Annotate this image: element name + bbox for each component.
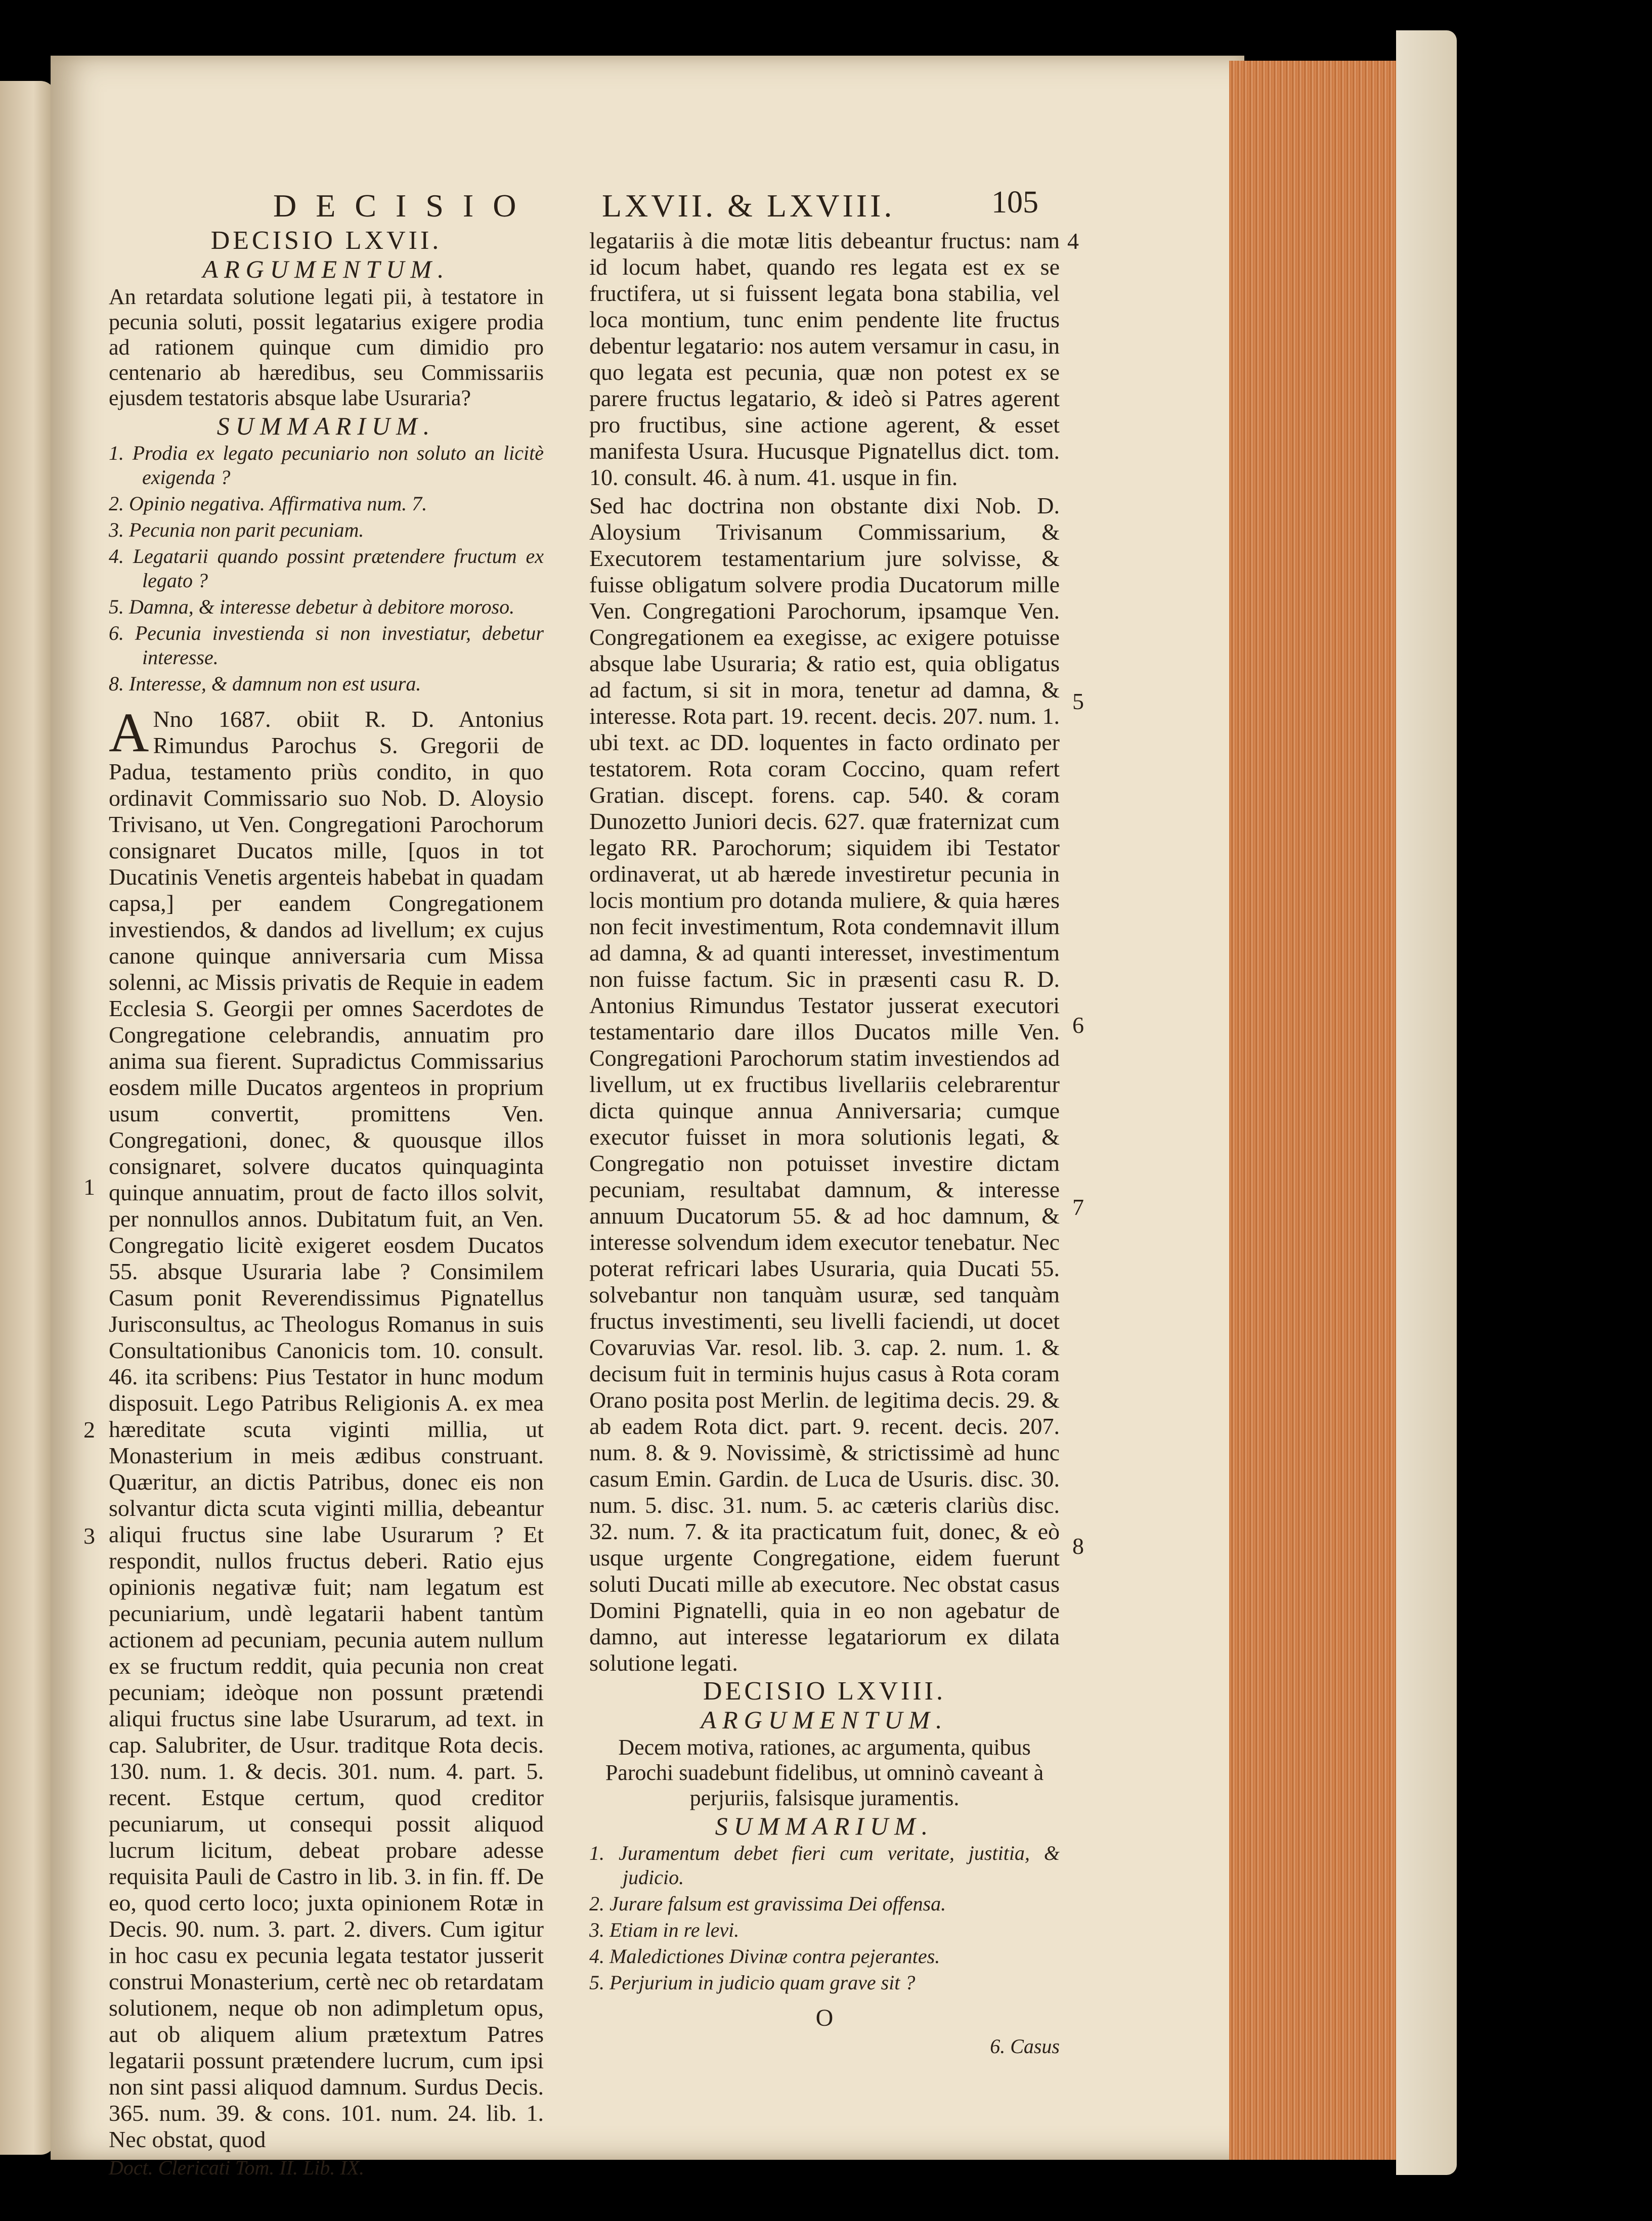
argumentum-label: ARGUMENTUM. <box>202 255 450 283</box>
signature-line: Doct. Clericati Tom. II. Lib. IX. <box>109 2156 365 2179</box>
left-page-edge <box>0 81 56 2155</box>
running-head <box>273 187 1082 225</box>
margin-number: 8 <box>1072 1533 1084 1559</box>
signature-mark: O <box>815 2005 834 2031</box>
continued-text: legatariis à die motæ litis debeantur fructus: nam id locum habet, quando res legata est ex se fructifera, ut si fuissent legata bona stabilia, vel loca montium, tunc enim pendente lite fructus debentur legatario: nos autem versamur in casu, in quo legata est pecunia, quæ non potest ex se parere fructus legatario, & ideò si Patres agerent pro fructibus, sine actione agerent, & esset manifesta Usura. Hucusque Pignatellus dict. tom. 10. consult. 46. à num. 41. usque in fin. <box>589 228 1060 490</box>
summarium-list <box>589 1841 1060 1995</box>
doctrine-paragraph: Sed hac doctrina non obstante dixi Nob. D. Aloysium Trivisanum Commissarium, & Executorem testamentarium jure solvisse, & fuisse obligatum solvere prodia Ducatorum mille Ven. Congregationi Parochorum, ipsamque Ven. Congregationem ea exegisse, ac exigere potuisse absque labe Usuraria; & ratio est, quia obligatus ad factum, si sit in mora, tenetur ad damna, & interesse. Rota part. 19. recent. decis. 207. num. 1. ubi text. ac DD. loquentes in facto ordinato per testatorem. Rota coram Coccino, quam refert Gratian. discept. forens. cap. 540. & coram Dunozetto Juniori decis. 627. quæ fraternizat cum legato RR. Parochorum; siquidem ibi Testator ordinaverat, ut ab hærede investiretur pecunia in locis montium pro dotanda muliere, & quia hæres non fecit investimentum, Rota condemnavit illum ad damna, & ad quanti interesset, investimentum non fuisse factum. Sic in præsenti casu R. D. Antonius Rimundus Testator jusserat executori testamentario dare illos Ducatos mille Ven. Congregationi Parochorum statim investiendos ad livellum, ut ex fructibus livellariis celebrarentur dicta quinque annua Anniversaria; cumque executor fuisset in mora solutionis legati, & Congregatio non potuisset investire dictam pecuniam, resultabat damnum, & interesse annuum Ducatorum 55. & ad hoc damnum, & interesse solvendum idem executor tenebatur. Nec poterat refricari labes Usuraria, quia Ducati 55. solvebantur non tanquàm usuræ, sed tanquàm fructus investimenti, seu livelli faciendi, ut docet Covaruvias Var. resol. lib. 3. cap. 2. num. 1. & decisum fuit in terminis hujus casus à Rota coram Orano posita post Merlin. de legitima decis. 29. & ab eadem Rota dict. part. 9. recent. decis. 207. num. 8. & 9. Novissimè, & strictissimè ad hunc casum Emin. Gardin. de Luca de Usuris. disc. 30. num. 5. disc. 31. num. 5. ac cæteris clariùs disc. 32. num. 7. & ita practicatum fuit, donec, & eò usque urgente Congregatione, eidem fuerunt soluti Ducati mille ab executore. Nec obstat casus Domini Pignatelli, quia in eo non agebatur de damno, aut interesse legatariorum ex dilata solutione legati. <box>589 493 1060 1676</box>
summarium-item: 6. Pecunia investienda si non investiatur, debetur interesse. <box>109 622 544 669</box>
summarium-item: 1. Prodia ex legato pecuniario non soluto an licitè exigenda ? <box>109 442 544 489</box>
summarium-label: SUMMARIUM. <box>715 1812 934 1840</box>
summarium-list <box>109 441 544 696</box>
initial-letter: A <box>109 702 149 763</box>
margin-number: 5 <box>1072 688 1084 714</box>
summarium-item: 5. Damna, & interesse debetur à debitore moroso. <box>109 595 515 618</box>
summarium-item: 4. Maledictiones Divinæ contra pejerantes. <box>589 1945 940 1968</box>
margin-number: 2 <box>83 1417 95 1443</box>
page-fore-edge <box>1229 61 1411 2160</box>
margin-number: 1 <box>83 1174 95 1200</box>
margin-number: 3 <box>83 1523 95 1549</box>
running-head-right: LXVII. & LXVIII. <box>602 188 895 224</box>
summarium-item: 1. Juramentum debet fieri cum veritate, justitia, & judicio. <box>589 1842 1060 1889</box>
page-number: 105 <box>991 185 1038 220</box>
running-head-left: DECISIO <box>273 188 536 224</box>
decisio-title: DECISIO LXVIII. <box>703 1677 946 1706</box>
decisio-title: DECISIO LXVII. <box>210 226 442 255</box>
summarium-item: 4. Legatarii quando possint prætendere fructum ex legato ? <box>109 545 544 592</box>
summarium-item: 8. Interesse, & damnum non est usura. <box>109 672 421 695</box>
argumentum-label: ARGUMENTUM. <box>701 1706 948 1734</box>
left-column <box>109 228 544 2183</box>
decisio-body-text: Nno 1687. obiit R. D. Antonius Rimundus Parochus S. Gregorii de Padua, testamento priùs condito, in quo ordinavit Commissario suo Nob. D. Aloysio Trivisano, ut Ven. Congregationi Parochorum consignaret Ducatos mille, [quos in tot Ducatinis Venetis argenteis habebat in quadam capsa,] per eandem Congregationem investiendos, & dandos ad livellum; ex cujus canone quinque anniversaria cum Missa solenni, ac Missis privatis de Requie in eadem Ecclesia S. Georgii per omnes Sacerdotes de Congregatione celebrandis, annuatim pro anima sua fierent. Supradictus Commissarius eosdem mille Ducatos argenteos in proprium usum convertit, promittens Ven. Congregationi, donec, & quousque illos consignaret, solvere ducatos quinquaginta quinque annuatim, prout de facto illos solvit, per nonnullos annos. Dubitatum fuit, an Ven. Congregatio licitè exigeret eosdem Ducatos 55. absque Usuraria labe ? Consimilem Casum ponit Reverendissimus Pignatellus Jurisconsultus, ac Theologus Romanus in suis Consultationibus Canonicis tom. 10. consult. 46. ita scribens: Pius Testator in hunc modum disposuit. Lego Patribus Religionis A. ex mea hæreditate scuta viginti millia, ut Monasterium in meis ædibus construant. Quæritur, an dictis Patribus, donec eis non solvantur dicta scuta viginti millia, debeantur aliqui fructus sine labe Usurarum ? Et respondit, nullos fructus deberi. Ratio ejus opinionis negativæ fuit; nam legatum est pecuniarium, undè legatarii habent tantùm actionem ad pecuniam, pecunia autem nullum ex se fructum reddit, quia pecunia non creat pecuniam; ideòque non possunt prætendi aliqui fructus sine labe Usurarum, ad text. in cap. Salubriter, de Usur. traditque Rota decis. 130. num. 1. & decis. 301. num. 4. part. 5. recent. Estque certum, quod creditor pecuniarum, ut consequi possit aliquod lucrum licitum, debeat probare adesse requisita Pauli de Castro in lib. 3. in fin. ff. De eo, quod certo loco; juxta opinionem Rotæ in Decis. 90. num. 3. part. 2. divers. Cum igitur in hoc casu ex pecunia legata testator jusserit construi Monasterium, certè nec ob retardatam solutionem, neque ob non adimpletum opus, aut ob aliquem alium prætextum Patres legatarii possunt prætendere lucrum, cum ipsi non sint passi aliquod damnum. Surdus Decis. 365. num. 39. & cons. 101. num. 24. lib. 1. Nec obstat, quod <box>109 706 544 2152</box>
margin-number: 7 <box>1072 1194 1084 1220</box>
summarium-item: 2. Jurare falsum est gravissima Dei offensa. <box>589 1892 946 1915</box>
decisio-body <box>109 702 544 2153</box>
summarium-item: 3. Pecunia non parit pecuniam. <box>109 518 364 541</box>
catchword: 6. Casus <box>990 2035 1060 2058</box>
argumentum-question: Decem motiva, rationes, ac argumenta, quibus Parochi suadebunt fidelibus, ut omninò caveant à perjuriis, falsisque juramentis. <box>605 1735 1044 1810</box>
argumentum-question: An retardata solutione legati pii, à testatore in pecunia soluti, possit legatarius exigere prodia ad rationem quinque cum dimidio pro centenario ab hæredibus, seu Commissariis ejusdem testatoris absque labe Usuraria? <box>109 284 544 410</box>
summarium-item: 2. Opinio negativa. Affirmativa num. 7. <box>109 492 427 515</box>
summarium-label: SUMMARIUM. <box>216 412 436 440</box>
summarium-item: 3. Etiam in re levi. <box>589 1919 740 1941</box>
summarium-item: 5. Perjurium in judicio quam grave sit ? <box>589 1971 916 1994</box>
right-column <box>589 228 1060 2062</box>
book-cover-edge <box>1396 30 1457 2175</box>
margin-number: 6 <box>1072 1012 1084 1038</box>
margin-number: 4 <box>1067 228 1079 254</box>
